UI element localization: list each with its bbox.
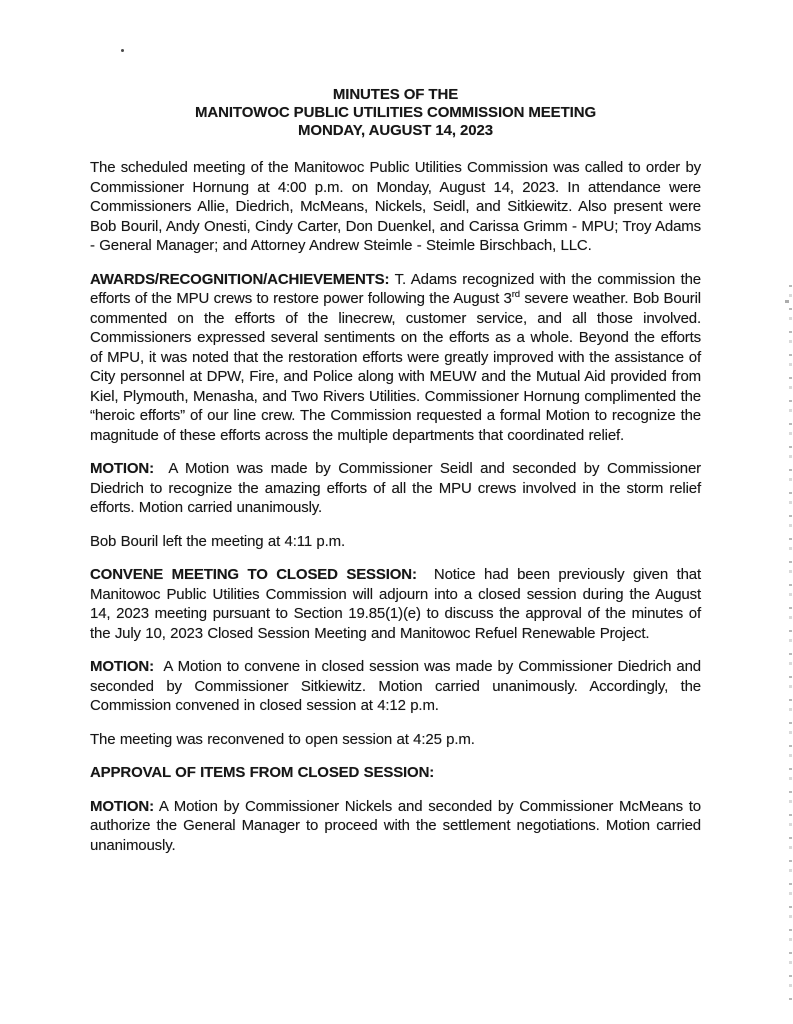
motion-paragraph-convene-closed [90, 657, 701, 716]
title-line-date: MONDAY, AUGUST 14, 2023 [298, 122, 493, 139]
motion-text: A Motion was made by Commissioner Seidl and seconded by Commissioner Diedrich to recognize the amazing efforts of all the MPU crews involved in the storm relief efforts. Motion carried unanimously. [90, 460, 701, 516]
bouril-left-note: Bob Bouril left the meeting at 4:11 p.m. [90, 532, 346, 550]
approval-closed-session-heading: APPROVAL OF ITEMS FROM CLOSED SESSION: [90, 764, 435, 781]
scan-artifact-dot [121, 49, 124, 52]
ordinal-superscript: rd [511, 289, 520, 300]
motion-paragraph-storm-relief [90, 459, 701, 518]
scan-noise-right-edge [789, 285, 792, 1000]
awards-paragraph [90, 270, 701, 446]
convene-section-label: CONVENE MEETING TO CLOSED SESSION: [90, 566, 417, 583]
motion-text: A Motion to convene in closed session was made by Commissioner Diedrich and seconded by Commissioner Sitkiewitz. Motion carried unanimously. Accordingly, the Commission convened in closed session at 4:12 p.m. [90, 658, 701, 714]
motion-label: MOTION: [90, 658, 154, 675]
document-content [90, 86, 701, 869]
convene-text: Notice had been previously given that Manitowoc Public Utilities Commission will adjourn into a closed session during the August 14, 2023 meeting pursuant to Section 19.85(1)(e) to discuss the approval of the minutes of the July 10, 2023 Closed Session Meeting and Manitowoc Refuel Renewable Project. [90, 566, 701, 642]
motion-paragraph-settlement [90, 797, 701, 856]
reconvened-note: The meeting was reconvened to open session at 4:25 p.m. [90, 730, 475, 748]
scan-noise-mark [785, 300, 789, 303]
awards-text-after-superscript: severe weather. Bob Bouril commented on the efforts of the linecrew, customer service, and all those involved. Commissioners expressed several sentiments on the efforts as a whole. Beyond the efforts of MPU, it was noted that the restoration efforts were greatly improved with the assistance of City personnel at DPW, Fire, and Police along with MEUW and the Mutual Aid provided from Kiel, Plymouth, Menasha, and Two Rivers Utilities. Commissioner Hornung complimented the “heroic efforts” of our line crew. The Commission requested a formal Motion to recognize the magnitude of these efforts across the multiple departments that coordinated relief. [90, 290, 701, 444]
motion-label: MOTION: [90, 797, 154, 815]
awards-section-label: AWARDS/RECOGNITION/ACHIEVEMENTS: [90, 270, 390, 288]
title-line-commission: MANITOWOC PUBLIC UTILITIES COMMISSION MEETING [194, 104, 597, 121]
awards-text-before-superscript: T. Adams recognized with the commission the efforts of the MPU crews to restore power following the August 3 [90, 270, 701, 307]
intro-paragraph: The scheduled meeting of the Manitowoc Public Utilities Commission was called to order by Commissioner Hornung at 4:00 p.m. on Monday, August 14, 2023. In attendance were Commissioners Allie, Diedrich, McMeans, Nickels, Seidl, and Sitkiewitz. Also present were Bob Bouril, Andy Onesti, Cindy Carter, Don Duenkel, and Carissa Grimm - MPU; Troy Adams - General Manager; and Attorney Andrew Steimle - Steimle Birschbach, LLC. [90, 159, 701, 254]
motion-text: A Motion by Commissioner Nickels and seconded by Commissioner McMeans to authorize the General Manager to proceed with the settlement negotiations. Motion carried unanimously. [90, 797, 701, 854]
motion-label: MOTION: [90, 460, 154, 477]
convene-closed-session-paragraph [90, 565, 701, 643]
document-title [90, 86, 701, 140]
title-line-minutes: MINUTES OF THE [332, 86, 459, 103]
